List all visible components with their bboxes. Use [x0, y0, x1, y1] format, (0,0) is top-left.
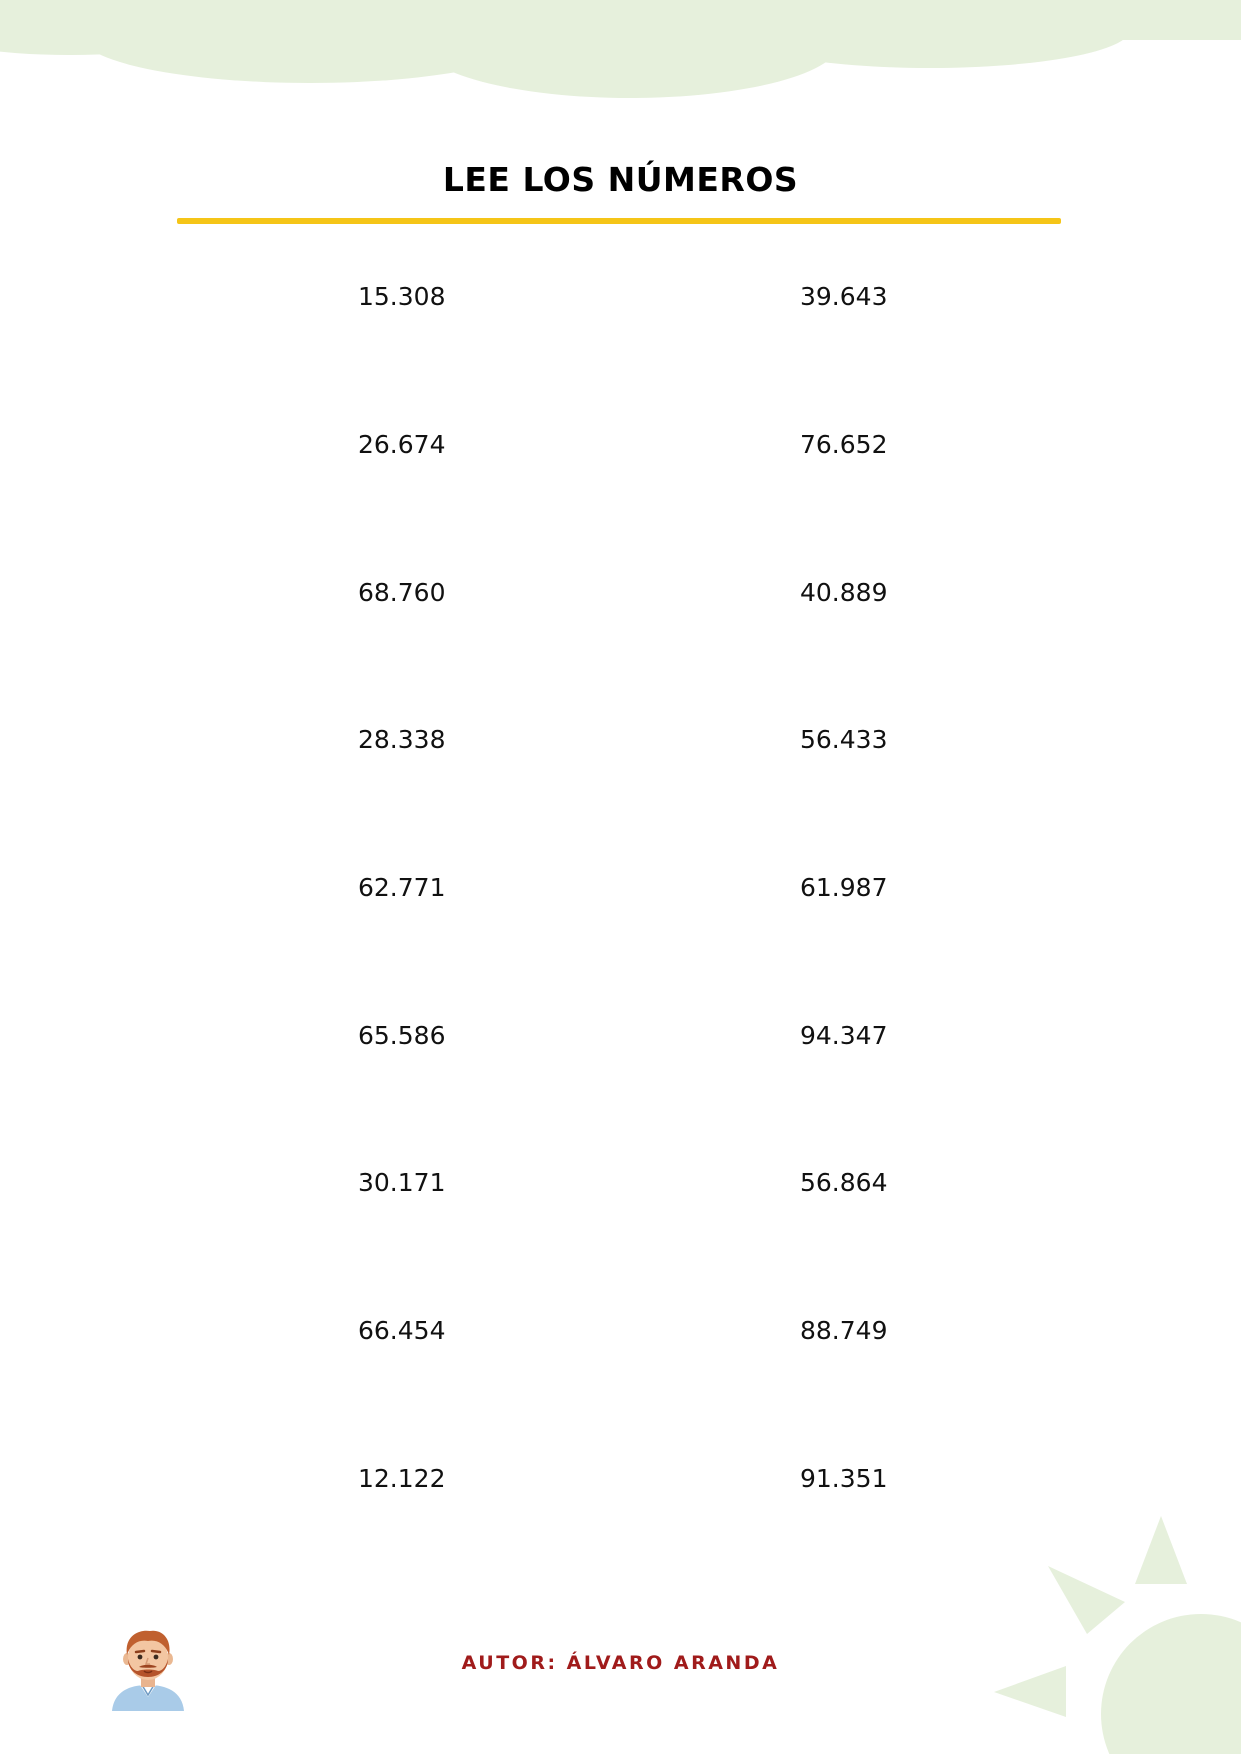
number-left: 28.338 [358, 725, 446, 754]
author-credit: AUTOR: ÁLVARO ARANDA [461, 1652, 780, 1674]
number-row [0, 578, 1241, 618]
number-row [0, 1021, 1241, 1061]
number-left: 15.308 [358, 282, 446, 311]
number-row [0, 1168, 1241, 1208]
number-row [0, 1316, 1241, 1356]
number-right: 56.433 [800, 725, 888, 754]
number-right: 88.749 [800, 1316, 888, 1345]
number-left: 66.454 [358, 1316, 446, 1345]
number-left: 68.760 [358, 578, 446, 607]
page-title: LEE LOS NÚMEROS [442, 160, 799, 199]
number-row [0, 282, 1241, 322]
sun-icon [981, 1514, 1241, 1754]
number-right: 91.351 [800, 1464, 888, 1493]
number-row [0, 725, 1241, 765]
number-right: 56.864 [800, 1168, 888, 1197]
number-left: 30.171 [358, 1168, 446, 1197]
number-row [0, 873, 1241, 913]
number-left: 62.771 [358, 873, 446, 902]
number-right: 39.643 [800, 282, 888, 311]
number-right: 94.347 [800, 1021, 888, 1050]
number-right: 40.889 [800, 578, 888, 607]
number-left: 12.122 [358, 1464, 446, 1493]
cloud-icon [0, 0, 1241, 110]
number-right: 76.652 [800, 430, 888, 459]
number-row [0, 430, 1241, 470]
number-row [0, 1464, 1241, 1504]
number-left: 26.674 [358, 430, 446, 459]
title-underline [177, 218, 1061, 224]
number-left: 65.586 [358, 1021, 446, 1050]
number-right: 61.987 [800, 873, 888, 902]
